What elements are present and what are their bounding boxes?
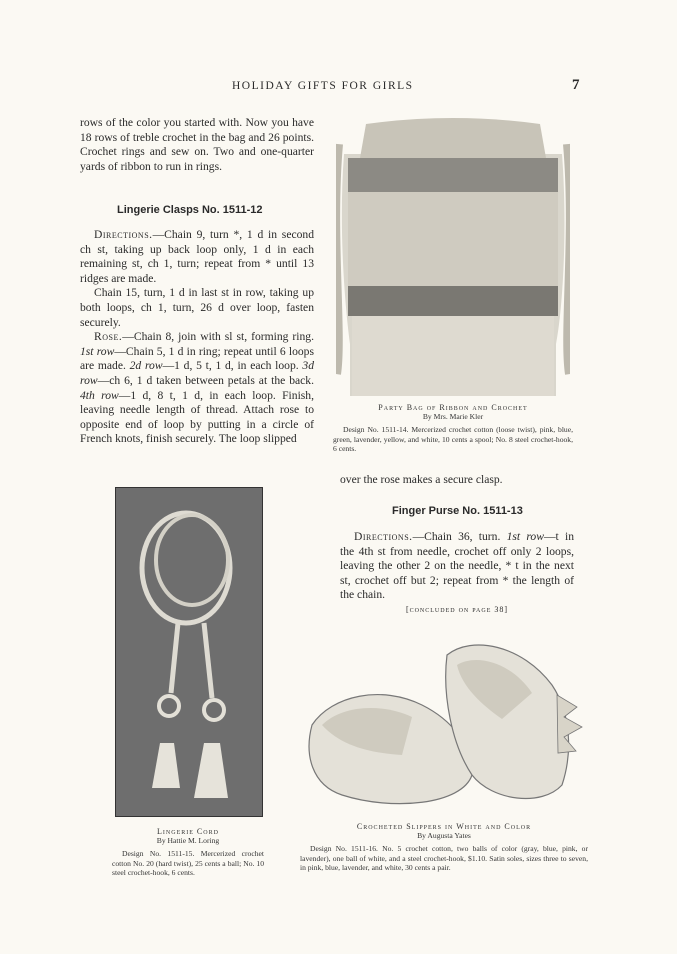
slippers-illustration [302, 635, 584, 813]
finger-purse-body [340, 530, 574, 618]
continued-paragraph [80, 116, 314, 174]
clasps-continuation [340, 473, 574, 488]
slippers-caption-detail: Design No. 1511-16. No. 5 crochet cotton, two balls of color (gray, blue, pink, or lavender), one ball of white, and a steel crochet-hook, $1.10. Satin soles, sizes three to seven, in pink, blue, lavender, and white, 30 cents a pair. [300, 844, 588, 872]
continued-text: rows of the color you started with. Now you have 18 rows of treble crochet in the bag and 26 points. Crochet rings and sew on. Two and one-quarter yards of ribbon to run in rings. [80, 116, 314, 173]
slippers-caption-title: Crocheted Slippers in White and Color [356, 822, 532, 831]
finger-purse-directions-label: Directions. [354, 530, 413, 543]
party-bag-drawing [336, 114, 570, 396]
lingerie-cord-illustration [115, 487, 263, 817]
rose-text-c: —1 d, 5 t, 1 d, in each loop. [162, 359, 303, 373]
lingerie-cord-caption-detail: Design No. 1511-15. Mercerized crochet cotton No. 20 (hard twist), 25 cents a ball; No. 10 steel crochet-hook, 6 cents. [112, 849, 264, 877]
lingerie-clasps-body [80, 228, 314, 447]
running-head [0, 77, 677, 100]
slippers-caption-byline: By Augusta Yates [417, 831, 471, 841]
rose-text-d: —ch 6, 1 d taken between petals at the back. [97, 373, 314, 387]
party-bag-caption-byline: By Mrs. Marie Kler [422, 412, 484, 422]
finger-purse-text-a: —Chain 36, turn. [412, 530, 507, 543]
rose-text-b: —Chain 5, 1 d in ring; repeat until 6 loops are made. [80, 344, 314, 373]
rose-row3-label: 3d row [80, 359, 314, 387]
slippers-caption [300, 822, 588, 872]
party-bag-caption [333, 403, 573, 453]
rose-row2-label: 2d row [129, 359, 163, 373]
rose-label: Rose. [94, 330, 123, 344]
running-title: HOLIDAY GIFTS FOR GIRLS [232, 80, 414, 92]
party-bag-caption-title: Party Bag of Ribbon and Crochet [378, 403, 528, 412]
lingerie-cord-caption-title: Lingerie Cord [157, 827, 219, 836]
lingerie-cord-caption-byline: By Hattie M. Loring [156, 836, 220, 846]
clasps-paragraph-1-text: —Chain 9, turn *, 1 d in second ch st, taking up back loop only, 1 d in each remaining st, ch 1, turn; repeat from * until 13 ridges are made. [80, 228, 314, 285]
clasps-paragraph-2: Chain 15, turn, 1 d in last st in row, taking up both loops, ch 1, turn, 26 d over loop, fasten securely. [80, 286, 314, 329]
finger-purse-row1-label: 1st row [506, 530, 544, 543]
finger-purse-paragraph [340, 530, 574, 603]
finger-purse-text-b: —t in the 4th st from needle, crochet off only 2 loops, leaving the other 2 on the needle, * t in the next st, crochet off but 2; repeat from * the length of the chain. [340, 530, 574, 602]
lingerie-cord-drawing [116, 488, 262, 816]
party-bag-illustration [336, 114, 570, 396]
clasps-paragraph-3 [80, 330, 314, 447]
rose-row1-label: 1st row [80, 344, 115, 358]
rose-text-a: —Chain 8, join with sl st, forming ring. [122, 330, 314, 344]
lingerie-clasps-heading: Lingerie Clasps No. 1511-12 [117, 204, 263, 216]
lingerie-cord-caption [112, 827, 264, 877]
clasps-continued-text: over the rose makes a secure clasp. [340, 473, 503, 486]
rose-row4-label: 4th row [80, 388, 119, 402]
finger-purse-heading: Finger Purse No. 1511-13 [392, 505, 523, 517]
clasps-paragraph-1 [80, 228, 314, 286]
concluded-note: [concluded on page 38] [405, 604, 509, 614]
slippers-drawing [302, 635, 584, 813]
clasps-directions-label: Directions. [94, 228, 153, 241]
rose-text-e: —1 d, 8 t, 1 d, in each loop. Finish, leaving needle length of thread. Attach rose to opposite end of loop by putting in a circle of French knots, finish securely. The loop slipped [80, 388, 314, 446]
party-bag-caption-detail: Design No. 1511-14. Mercerized crochet cotton (loose twist), pink, blue, green, lavender, yellow, and white, 10 cents a spool; No. 8 steel crochet-hook, 6 cents. [333, 425, 573, 453]
page-number: 7 [572, 77, 580, 93]
